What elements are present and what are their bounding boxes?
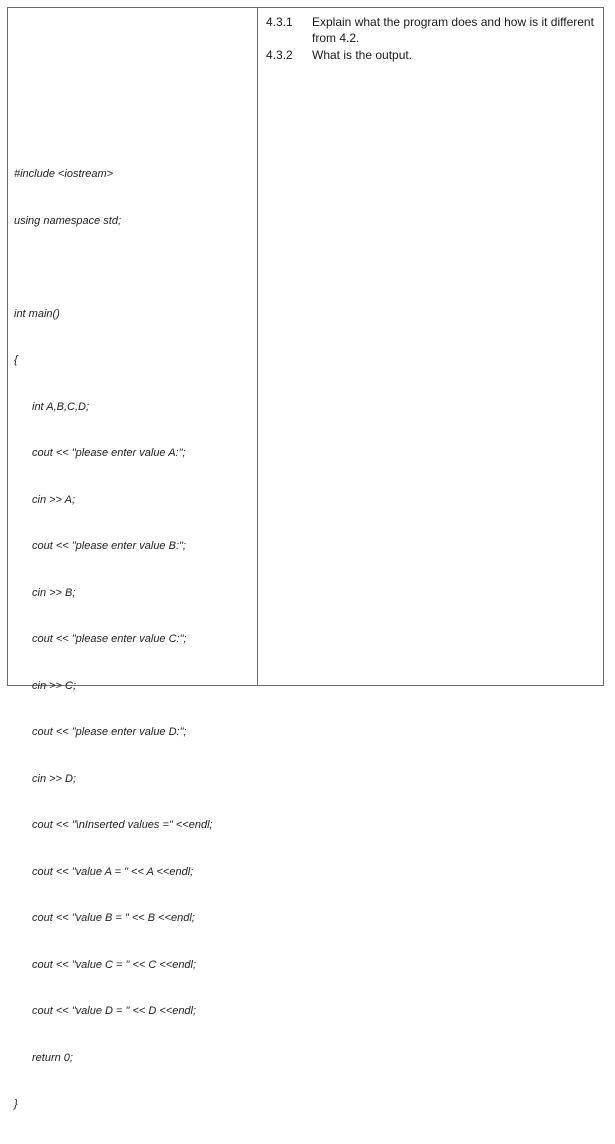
- code-line-cin-d: cin >> D;: [32, 772, 77, 785]
- question-text: What is the output.: [312, 48, 413, 62]
- code-line-out-d: cout << "value D = " << D <<endl;: [32, 1005, 197, 1017]
- code-line-out-a: cout << "value A = " << A <<endl;: [32, 865, 194, 878]
- code-line-close-brace: }: [14, 1098, 18, 1110]
- code-line-return: return 0;: [32, 1051, 73, 1064]
- column-divider: [257, 7, 258, 686]
- code-line-prompt-c: cout << "please enter value C:";: [32, 633, 187, 645]
- code-line-namespace: using namespace std;: [14, 214, 122, 227]
- code-line-prompt-d: cout << "please enter value D:";: [32, 726, 187, 738]
- code-line-open-brace: {: [14, 354, 18, 366]
- code-line-blank: [14, 260, 213, 276]
- code-line-cin-a: cin >> A;: [32, 493, 76, 506]
- question-item: [266, 14, 596, 46]
- code-line-out-b: cout << "value B = " << B <<endl;: [32, 912, 195, 924]
- code-line-main: int main(): [14, 307, 60, 320]
- question-list: [266, 14, 596, 64]
- code-line-out-c: cout << "value C = " << C <<endl;: [32, 958, 197, 971]
- question-number: 4.3.1: [266, 15, 293, 29]
- code-listing: [14, 136, 213, 1144]
- question-item: [266, 47, 596, 63]
- question-text: Explain what the program does and how is it different from 4.2.: [312, 15, 594, 45]
- question-number: 4.3.2: [266, 48, 293, 62]
- code-line-include: #include <iostream>: [14, 168, 114, 180]
- code-line-inserted: cout << "\nInserted values =" <<endl;: [32, 819, 213, 831]
- code-line-prompt-b: cout << "please enter value B:";: [32, 540, 186, 552]
- code-line-declare: int A,B,C,D;: [32, 400, 90, 413]
- code-line-cin-b: cin >> B;: [32, 586, 76, 599]
- code-line-prompt-a: cout << "please enter value A:";: [32, 447, 186, 459]
- code-line-cin-c: cin >> C;: [32, 679, 77, 692]
